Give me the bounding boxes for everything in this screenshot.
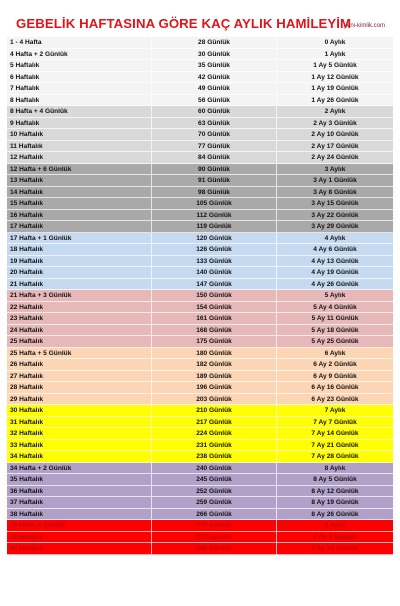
table-row bbox=[7, 60, 393, 72]
week-cell: 23 Haftalık bbox=[7, 313, 152, 324]
week-cell: 14 Haftalık bbox=[7, 187, 152, 198]
week-cell: 30 Haftalık bbox=[7, 405, 152, 416]
months-cell: 5 Ay 18 Günlük bbox=[311, 326, 359, 334]
week-cell: 27 Haftalık bbox=[7, 371, 152, 382]
table-row bbox=[7, 279, 393, 291]
table-row bbox=[7, 233, 393, 245]
week-cell: 5 Haftalık bbox=[7, 60, 152, 71]
table-row bbox=[7, 532, 393, 544]
days-cell: 90 Günlük bbox=[152, 164, 277, 175]
week-cell: 8 Haftalık bbox=[7, 95, 152, 106]
days-cell: 98 Günlük bbox=[152, 187, 277, 198]
table-row bbox=[7, 175, 393, 187]
days-cell: 245 Günlük bbox=[152, 474, 277, 485]
months-cell: 6 Ay 16 Günlük bbox=[311, 384, 359, 391]
table-row bbox=[7, 451, 393, 463]
table-row bbox=[7, 509, 393, 521]
week-cell: 6 Haftalık bbox=[7, 72, 152, 83]
table-row bbox=[7, 313, 393, 325]
months-cell: 1 Ay 26 Günlük bbox=[311, 96, 359, 104]
months-cell: 3 Aylık bbox=[324, 165, 346, 173]
table-row bbox=[7, 290, 393, 302]
table-row bbox=[7, 256, 393, 268]
days-cell: 273 Günlük bbox=[152, 532, 277, 543]
table-row bbox=[7, 486, 393, 498]
table-row bbox=[7, 72, 393, 84]
table-row bbox=[7, 198, 393, 210]
days-cell: 120 Günlük bbox=[152, 233, 277, 244]
months-cell: 9 Aylık bbox=[324, 522, 346, 529]
months-cell: 3 Ay 22 Günlük bbox=[311, 211, 359, 219]
table-row bbox=[7, 382, 393, 394]
months-cell: 4 Ay 26 Günlük bbox=[311, 280, 359, 288]
months-cell: 8 Ay 19 Günlük bbox=[311, 499, 359, 506]
days-cell: 280 Günlük bbox=[152, 543, 277, 554]
days-cell: 240 Günlük bbox=[152, 463, 277, 474]
week-cell: 9 Haftalık bbox=[7, 118, 152, 129]
days-cell: 60 Günlük bbox=[152, 106, 277, 117]
table-row bbox=[7, 348, 393, 360]
months-cell: 5 Aylık bbox=[324, 292, 346, 299]
table-row bbox=[7, 336, 393, 348]
table-row bbox=[7, 244, 393, 256]
months-cell: 7 Ay 28 Günlük bbox=[311, 453, 359, 460]
days-cell: 133 Günlük bbox=[152, 256, 277, 267]
days-cell: 182 Günlük bbox=[152, 359, 277, 370]
week-cell: 34 Haftalık bbox=[7, 451, 152, 462]
months-cell: 4 Ay 19 Günlük bbox=[311, 269, 359, 276]
months-cell: 6 Ay 2 Günlük bbox=[313, 361, 357, 368]
week-cell: 21 Haftalık bbox=[7, 279, 152, 290]
week-cell: 29 Haftalık bbox=[7, 394, 152, 405]
table-row bbox=[7, 83, 393, 95]
months-cell: 8 Aylık bbox=[324, 464, 346, 472]
months-cell: 9 Ay 10 Günlük bbox=[311, 545, 359, 552]
days-cell: 147 Günlük bbox=[152, 279, 277, 290]
week-cell: 38 Haftalık bbox=[7, 509, 152, 520]
table-row bbox=[7, 463, 393, 475]
days-cell: 224 Günlük bbox=[152, 428, 277, 439]
days-cell: 150 Günlük bbox=[152, 290, 277, 301]
table-row bbox=[7, 210, 393, 222]
months-cell: 4 Ay 13 Günlük bbox=[311, 257, 359, 265]
months-cell: 3 Ay 8 Günlük bbox=[313, 188, 357, 196]
table-row bbox=[7, 405, 393, 417]
week-cell: 28 Haftalık bbox=[7, 382, 152, 393]
months-cell: 5 Ay 25 Günlük bbox=[311, 338, 359, 345]
days-cell: 42 Günlük bbox=[152, 72, 277, 83]
week-cell: 7 Haftalık bbox=[7, 83, 152, 94]
table-row bbox=[7, 359, 393, 371]
week-cell: 12 Hafta + 6 Günlük bbox=[7, 164, 152, 175]
months-cell: 3 Ay 1 Günlük bbox=[313, 177, 357, 184]
week-cell: 8 Hafta + 4 Günlük bbox=[7, 106, 152, 117]
week-cell: 10 Haftalık bbox=[7, 129, 152, 140]
site-label: yeni-kimlik.com bbox=[343, 23, 385, 29]
days-cell: 180 Günlük bbox=[152, 348, 277, 359]
days-cell: 35 Günlük bbox=[152, 60, 277, 71]
days-cell: 270 Günlük bbox=[152, 520, 277, 531]
week-cell: 33 Haftalık bbox=[7, 440, 152, 451]
days-cell: 210 Günlük bbox=[152, 405, 277, 416]
table-row bbox=[7, 520, 393, 532]
months-cell: 1 Ay 12 Günlük bbox=[311, 73, 359, 81]
days-cell: 217 Günlük bbox=[152, 417, 277, 428]
week-cell: 16 Haftalık bbox=[7, 210, 152, 221]
days-cell: 189 Günlük bbox=[152, 371, 277, 382]
week-cell: 25 Haftalık bbox=[7, 336, 152, 347]
days-cell: 259 Günlük bbox=[152, 497, 277, 508]
table-row bbox=[7, 267, 393, 279]
week-cell: 38 Hafta 4 Günlük bbox=[7, 520, 152, 531]
week-cell: 17 Haftalık bbox=[7, 221, 152, 232]
page-title: GEBELİK HAFTASINA GÖRE KAÇ AYLIK HAMİLEYİM bbox=[16, 16, 352, 31]
table-row bbox=[7, 543, 393, 555]
days-cell: 231 Günlük bbox=[152, 440, 277, 451]
months-cell: 6 Aylık bbox=[324, 349, 346, 357]
months-cell: 9 Ay 3 Günlük bbox=[313, 533, 357, 541]
week-cell: 19 Haftalık bbox=[7, 256, 152, 267]
days-cell: 126 Günlük bbox=[152, 244, 277, 255]
days-cell: 91 Günlük bbox=[152, 175, 277, 186]
week-cell: 13 Haftalık bbox=[7, 175, 152, 186]
table-row bbox=[7, 187, 393, 199]
table-row bbox=[7, 152, 393, 164]
week-cell: 39 Haftalık bbox=[7, 532, 152, 543]
months-cell: 2 Ay 10 Günlük bbox=[311, 131, 359, 138]
days-cell: 196 Günlük bbox=[152, 382, 277, 393]
months-cell: 3 Ay 29 Günlük bbox=[311, 223, 359, 230]
table-row bbox=[7, 49, 393, 61]
days-cell: 56 Günlük bbox=[152, 95, 277, 106]
days-cell: 175 Günlük bbox=[152, 336, 277, 347]
week-cell: 24 Haftalık bbox=[7, 325, 152, 336]
table-row bbox=[7, 440, 393, 452]
week-cell: 37 Haftalık bbox=[7, 497, 152, 508]
days-cell: 154 Günlük bbox=[152, 302, 277, 313]
table-row bbox=[7, 141, 393, 153]
months-cell: 3 Ay 15 Günlük bbox=[311, 200, 359, 207]
months-cell: 6 Ay 23 Günlük bbox=[311, 395, 359, 403]
days-cell: 252 Günlük bbox=[152, 486, 277, 497]
table-row bbox=[7, 371, 393, 383]
months-cell: 5 Ay 4 Günlük bbox=[313, 303, 357, 311]
week-cell: 17 Hafta + 1 Günlük bbox=[7, 233, 152, 244]
week-cell: 4 Hafta + 2 Günlük bbox=[7, 49, 152, 60]
table-row bbox=[7, 474, 393, 486]
days-cell: 161 Günlük bbox=[152, 313, 277, 324]
table-row bbox=[7, 428, 393, 440]
days-cell: 49 Günlük bbox=[152, 83, 277, 94]
months-cell: 4 Aylık bbox=[324, 234, 346, 242]
days-cell: 105 Günlük bbox=[152, 198, 277, 209]
table-row bbox=[7, 417, 393, 429]
days-cell: 84 Günlük bbox=[152, 152, 277, 163]
week-cell: 11 Haftalık bbox=[7, 141, 152, 152]
week-cell: 34 Hafta + 2 Günlük bbox=[7, 463, 152, 474]
months-cell: 1 Ay 19 Günlük bbox=[311, 85, 359, 92]
table-row bbox=[7, 394, 393, 406]
months-cell: 2 Ay 3 Günlük bbox=[313, 119, 357, 127]
days-cell: 112 Günlük bbox=[152, 210, 277, 221]
months-cell: 2 Aylık bbox=[324, 108, 346, 115]
week-cell: 32 Haftalık bbox=[7, 428, 152, 439]
table-row bbox=[7, 302, 393, 314]
days-cell: 119 Günlük bbox=[152, 221, 277, 232]
table-row bbox=[7, 325, 393, 337]
title-bar bbox=[7, 14, 393, 38]
months-cell: 7 Aylık bbox=[324, 407, 346, 414]
week-cell: 1 - 4 Hafta bbox=[7, 37, 152, 48]
months-cell: 5 Ay 11 Günlük bbox=[311, 315, 359, 322]
week-cell: 26 Haftalık bbox=[7, 359, 152, 370]
week-cell: 35 Haftalık bbox=[7, 474, 152, 485]
week-month-table bbox=[7, 37, 393, 555]
months-cell: 4 Ay 6 Günlük bbox=[313, 246, 357, 253]
days-cell: 77 Günlük bbox=[152, 141, 277, 152]
week-cell: 12 Haftalık bbox=[7, 152, 152, 163]
days-cell: 140 Günlük bbox=[152, 267, 277, 278]
months-cell: 7 Ay 14 Günlük bbox=[311, 430, 359, 437]
days-cell: 63 Günlük bbox=[152, 118, 277, 129]
week-cell: 22 Haftalık bbox=[7, 302, 152, 313]
months-cell: 8 Ay 26 Günlük bbox=[311, 510, 359, 518]
months-cell: 2 Ay 17 Günlük bbox=[311, 142, 359, 150]
days-cell: 30 Günlük bbox=[152, 49, 277, 60]
days-cell: 28 Günlük bbox=[152, 37, 277, 48]
months-cell: 1 Ay 5 Günlük bbox=[313, 62, 357, 69]
table-row bbox=[7, 129, 393, 141]
months-cell: 8 Ay 5 Günlük bbox=[313, 476, 357, 483]
days-cell: 70 Günlük bbox=[152, 129, 277, 140]
week-cell: 36 Haftalık bbox=[7, 486, 152, 497]
months-cell: 2 Ay 24 Günlük bbox=[311, 154, 359, 161]
months-cell: 1 Aylık bbox=[324, 50, 346, 58]
months-cell: 6 Ay 9 Günlük bbox=[313, 372, 357, 380]
table-row bbox=[7, 37, 393, 49]
days-cell: 238 Günlük bbox=[152, 451, 277, 462]
months-cell: 0 Aylık bbox=[324, 39, 346, 46]
days-cell: 168 Günlük bbox=[152, 325, 277, 336]
week-cell: 21 Hafta + 3 Günlük bbox=[7, 290, 152, 301]
table-row bbox=[7, 106, 393, 118]
days-cell: 266 Günlük bbox=[152, 509, 277, 520]
week-cell: 20 Haftalık bbox=[7, 267, 152, 278]
week-cell: 18 Haftalık bbox=[7, 244, 152, 255]
months-cell: 8 Ay 12 Günlük bbox=[311, 487, 359, 495]
months-cell: 7 Ay 21 Günlük bbox=[311, 441, 359, 449]
table-row bbox=[7, 497, 393, 509]
week-cell: 31 Haftalık bbox=[7, 417, 152, 428]
days-cell: 203 Günlük bbox=[152, 394, 277, 405]
week-cell: 25 Hafta + 5 Günlük bbox=[7, 348, 152, 359]
table-row bbox=[7, 164, 393, 176]
table-row bbox=[7, 95, 393, 107]
week-cell: 40 Haftalık bbox=[7, 543, 152, 554]
table-row bbox=[7, 221, 393, 233]
months-cell: 7 Ay 7 Günlük bbox=[313, 418, 357, 426]
table-row bbox=[7, 118, 393, 130]
week-cell: 15 Haftalık bbox=[7, 198, 152, 209]
